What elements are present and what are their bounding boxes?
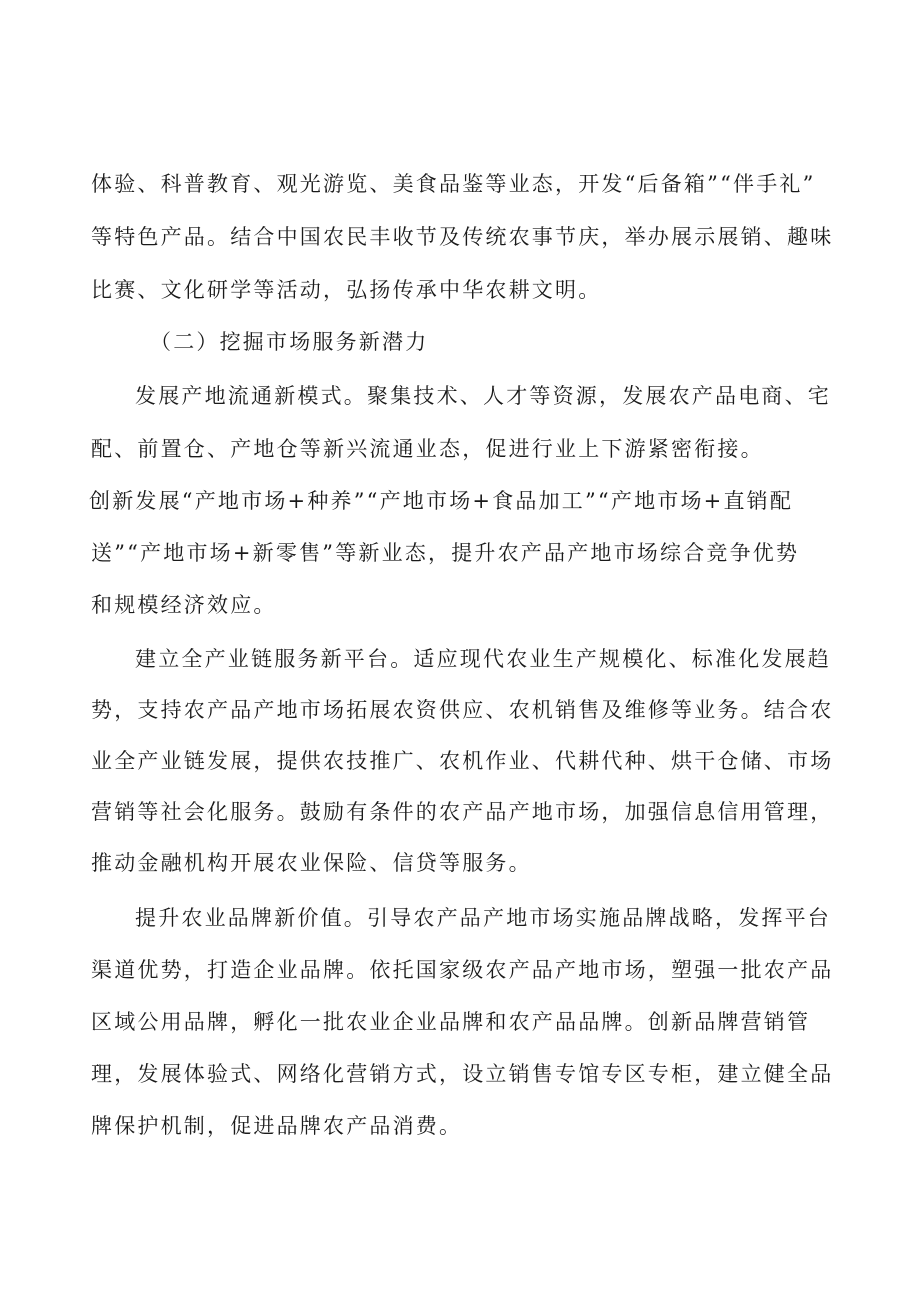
paragraph-line: 等特色产品。结合中国农民丰收节及传统农事节庆，举办展示展销、趣味 <box>91 225 834 249</box>
paragraph-line: 配、前置仓、产地仓等新兴流通业态，促进行业上下游紧密衔接。 <box>91 437 764 461</box>
section-heading: （二）挖掘市场服务新潜力 <box>150 330 429 354</box>
paragraph-line: 渠道优势，打造企业品牌。依托国家级农产品产地市场，塑强一批农产品 <box>91 958 834 982</box>
paragraph-line: 牌保护机制，促进品牌农产品消费。 <box>91 1114 463 1138</box>
paragraph-line: 业全产业链发展，提供农技推广、农机作业、代耕代种、烘干仓储、市场 <box>91 749 834 773</box>
paragraph-line: 建立全产业链服务新平台。适应现代农业生产规模化、标准化发展趋 <box>135 647 831 671</box>
paragraph-line: 提升农业品牌新价值。引导农产品产地市场实施品牌战略，发挥平台 <box>135 906 831 930</box>
paragraph-line: 区域公用品牌，孵化一批农业企业品牌和农产品品牌。创新品牌营销管 <box>91 1010 811 1034</box>
paragraph-line: 发展产地流通新模式。聚集技术、人才等资源，发展农产品电商、宅 <box>135 384 831 408</box>
paragraph-line: 理，发展体验式、网络化营销方式，设立销售专馆专区专柜，建立健全品 <box>91 1062 834 1086</box>
paragraph-line: 比赛、文化研学等活动，弘扬传承中华农耕文明。 <box>91 278 602 302</box>
paragraph-line: 营销等社会化服务。鼓励有条件的农产品产地市场，加强信息信用管理， <box>91 800 834 824</box>
paragraph-line: 送”“产地市场+新零售”等新业态，提升农产品产地市场综合竞争优势 <box>91 541 800 565</box>
paragraph-line: 体验、科普教育、观光游览、美食品鉴等业态，开发“后备箱”“伴手礼” <box>91 172 816 196</box>
paragraph-line: 和规模经济效应。 <box>91 593 277 617</box>
paragraph-line: 推动金融机构开展农业保险、信贷等服务。 <box>91 851 532 875</box>
paragraph-line: 创新发展“产地市场+种养”“产地市场+食品加工”“产地市场+直销配 <box>89 489 794 513</box>
paragraph-line: 势，支持农产品产地市场拓展农资供应、农机销售及维修等业务。结合农 <box>91 698 834 722</box>
